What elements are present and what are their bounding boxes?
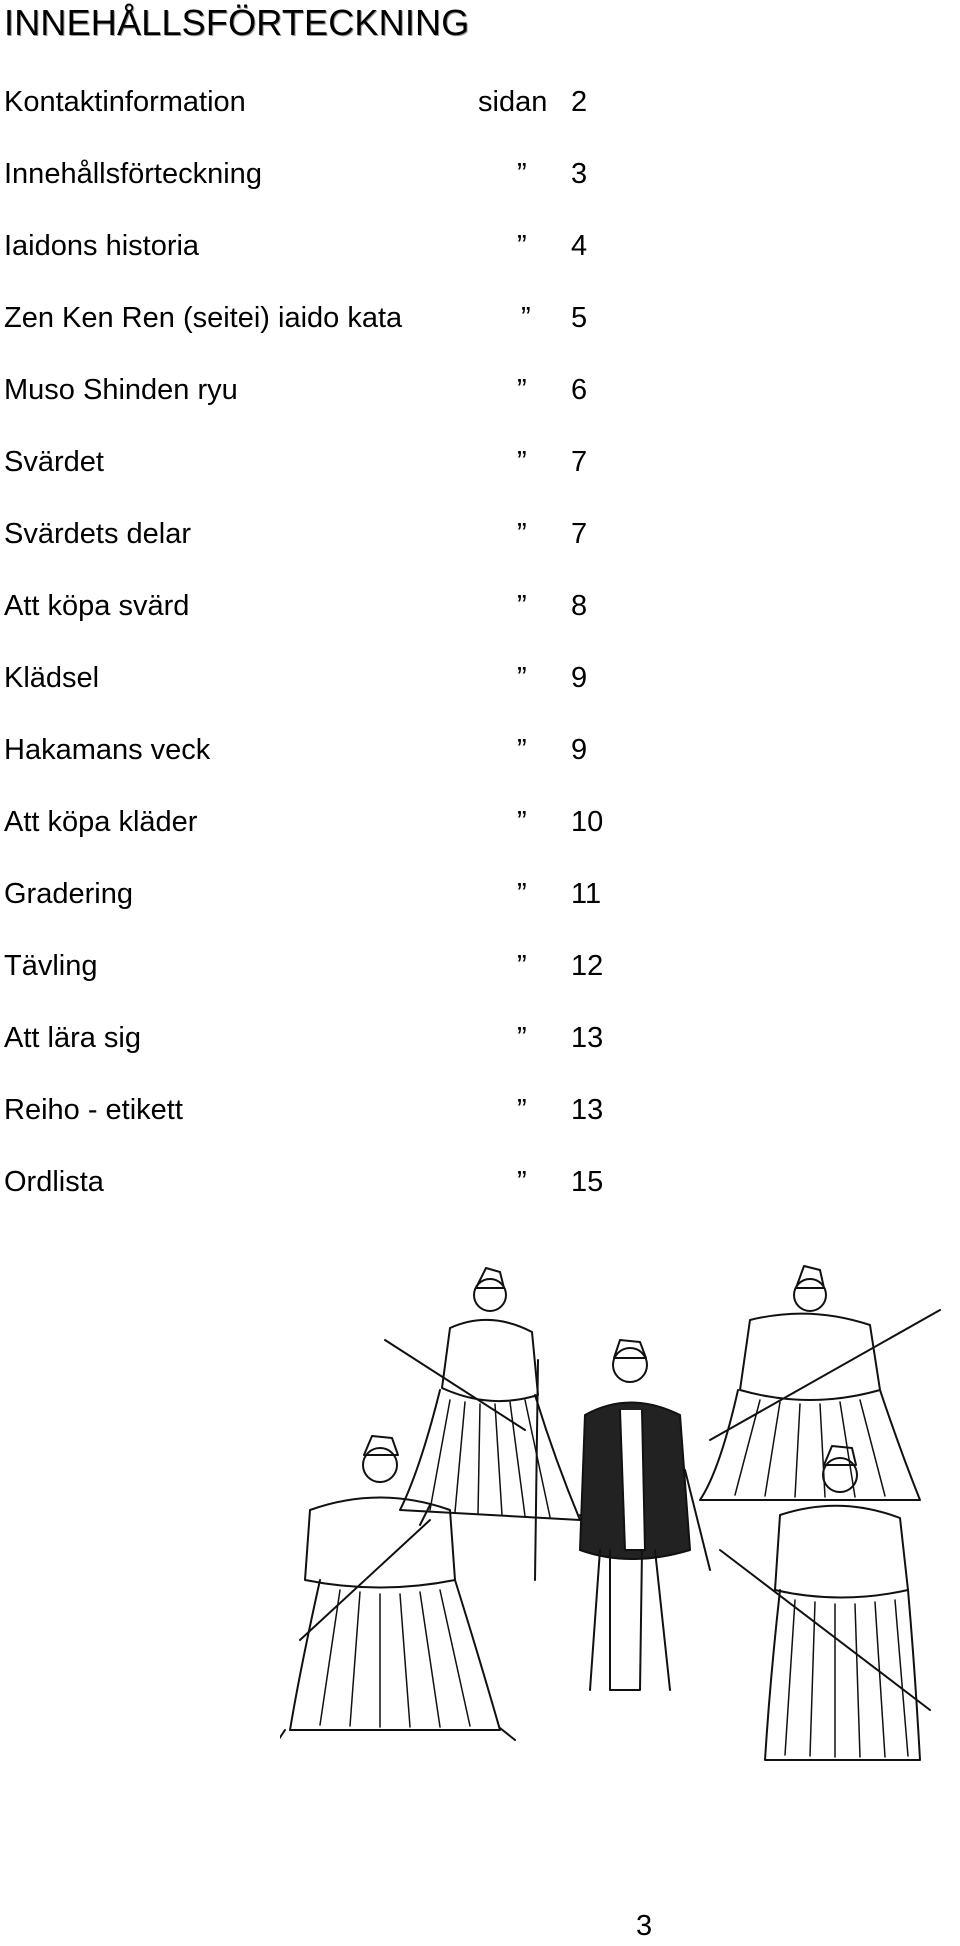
toc-entry-separator: ”: [517, 806, 527, 838]
toc-entry-page: 11: [571, 878, 602, 910]
toc-entry-label: Zen Ken Ren (seitei) iaido kata: [4, 302, 403, 334]
toc-entry-page: 4: [571, 230, 588, 262]
toc-entry[interactable]: [4, 950, 624, 990]
toc-entry-separator: ”: [517, 230, 527, 262]
toc-entry-page: 10: [571, 806, 604, 838]
toc-entry[interactable]: [4, 1022, 624, 1062]
toc-entry-label: Att köpa kläder: [4, 806, 198, 838]
toc-entry-separator: ”: [517, 1166, 527, 1198]
toc-entry[interactable]: [4, 518, 624, 558]
toc-entry-separator: ”: [517, 590, 527, 622]
toc-entry-label: Att lära sig: [4, 1022, 141, 1054]
toc-entry-separator: ”: [517, 950, 527, 982]
toc-entry-separator: ”: [517, 446, 527, 478]
toc-entry-page: 9: [571, 734, 588, 766]
toc-entry-label: Klädsel: [4, 662, 100, 694]
toc-entry-page: 3: [571, 158, 588, 190]
toc-entry-page: 6: [571, 374, 588, 406]
toc-entry-page: 12: [571, 950, 604, 982]
toc-entry-label: Kontaktinformation: [4, 86, 246, 118]
toc-entry-label: Svärdet: [4, 446, 104, 478]
toc-entry-separator: ”: [517, 158, 527, 190]
toc-entry-separator: ”: [517, 374, 527, 406]
toc-entry-separator: ”: [517, 662, 527, 694]
toc-entry-label: Gradering: [4, 878, 133, 910]
toc-entry-label: Hakamans veck: [4, 734, 211, 766]
toc-entry[interactable]: [4, 446, 624, 486]
toc-entry-label: Tävling: [4, 950, 98, 982]
toc-entry-page: 13: [571, 1022, 604, 1054]
toc-entry[interactable]: [4, 734, 624, 774]
toc-entry-label: Innehållsförteckning: [4, 158, 262, 190]
toc-entry[interactable]: [4, 1166, 624, 1206]
toc-entry[interactable]: [4, 158, 624, 198]
toc-entry-page: 9: [571, 662, 588, 694]
toc-entry-page: 8: [571, 590, 588, 622]
toc-entry-label: Muso Shinden ryu: [4, 374, 238, 406]
toc-entry[interactable]: [4, 662, 624, 702]
toc-entry-separator: sidan: [478, 86, 548, 118]
toc-entry-page: 15: [571, 1166, 604, 1198]
toc-entry[interactable]: [4, 302, 624, 342]
toc-entry-separator: ”: [521, 302, 531, 334]
toc-entry[interactable]: [4, 590, 624, 630]
toc-entry-separator: ”: [517, 734, 527, 766]
toc-entry[interactable]: [4, 86, 624, 126]
toc-entry[interactable]: [4, 230, 624, 270]
toc-entry[interactable]: [4, 374, 624, 414]
toc-entry-label: Ordlista: [4, 1166, 104, 1198]
toc-entry-page: 7: [571, 518, 588, 550]
toc-entry-separator: ”: [517, 1094, 527, 1126]
samurai-figure-center: [580, 1340, 710, 1690]
toc-entry-separator: ”: [517, 878, 527, 910]
toc-entry[interactable]: [4, 1094, 624, 1134]
toc-entry[interactable]: [4, 806, 624, 846]
toc-entry-label: Att köpa svärd: [4, 590, 190, 622]
toc-entry-page: 2: [571, 86, 588, 118]
toc-entry-page: 13: [571, 1094, 604, 1126]
samurai-illustration: [280, 1250, 960, 1810]
toc-entry-label: Svärdets delar: [4, 518, 191, 550]
toc-entry[interactable]: [4, 878, 624, 918]
toc-entry-label: Reiho - etikett: [4, 1094, 183, 1126]
toc-entry-page: 5: [571, 302, 588, 334]
toc-entry-page: 7: [571, 446, 588, 478]
samurai-figure-top-right: [700, 1266, 940, 1500]
page-number: 3: [636, 1910, 653, 1942]
toc-entry-label: Iaidons historia: [4, 230, 200, 262]
toc-entry-separator: ”: [517, 1022, 527, 1054]
toc-entry-separator: ”: [517, 518, 527, 550]
toc-title: INNEHÅLLSFÖRTECKNING: [4, 2, 470, 43]
samurai-figure-bottom-left: [280, 1436, 515, 1745]
